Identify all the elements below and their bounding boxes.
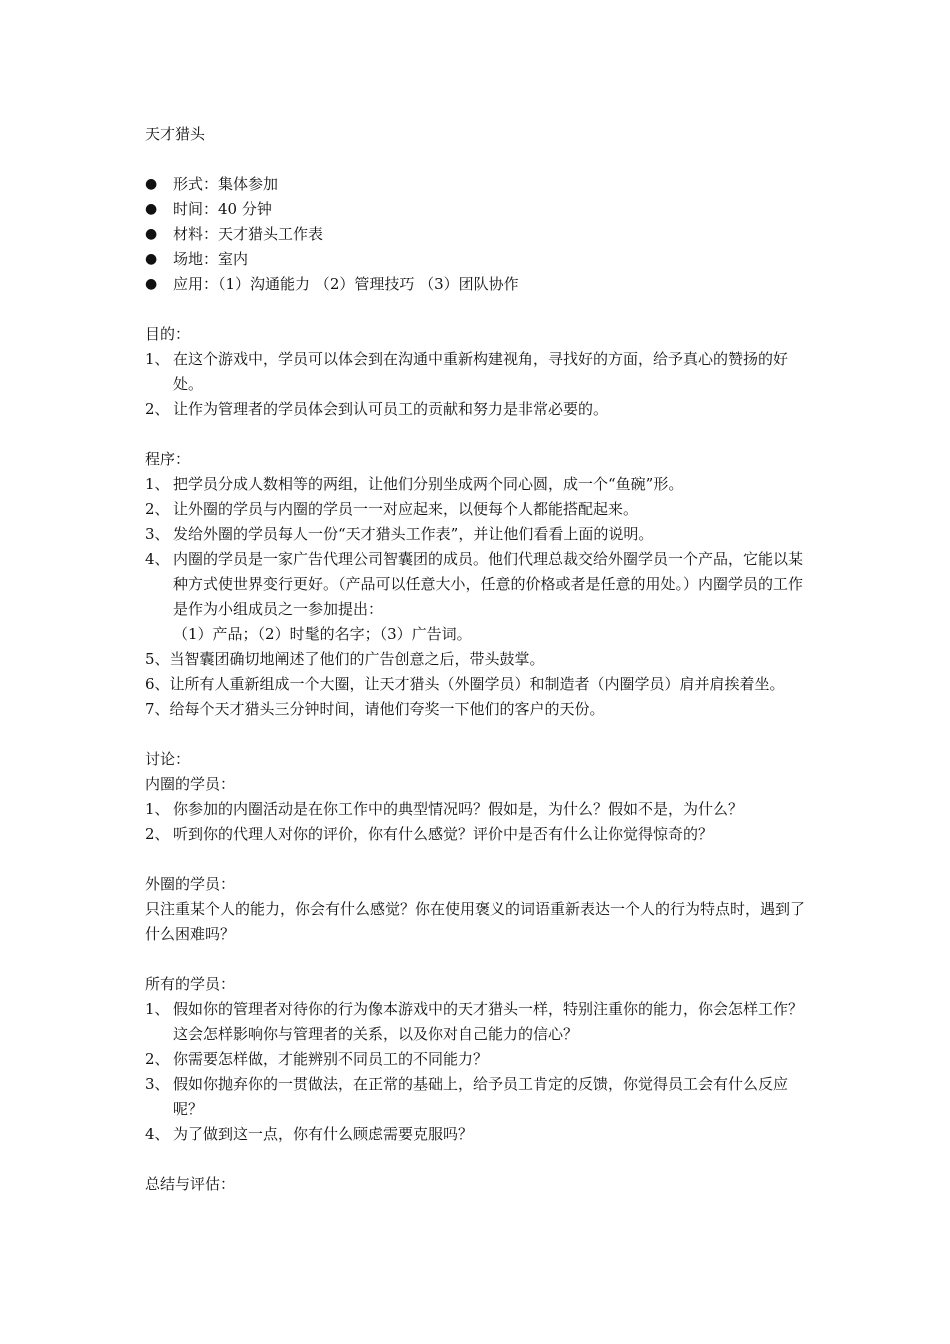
all-question bbox=[145, 997, 815, 1047]
procedure-item bbox=[145, 522, 815, 547]
purpose-item bbox=[145, 397, 815, 422]
item-text: 内圈的学员是一家广告代理公司智囊团的成员。他们代理总裁交给外圈学员一个产品，它能以某种方式使世界变行更好。（产品可以任意大小，任意的价格或者是任意的用处。）内圈学员的工作是作为小组成员之一参加提出： bbox=[173, 550, 804, 618]
item-number: 3、 bbox=[145, 525, 170, 543]
spacer bbox=[145, 1147, 815, 1172]
bullet-icon: ● bbox=[145, 276, 158, 292]
info-text: 时间：40 分钟 bbox=[173, 200, 272, 218]
info-text: 形式：集体参加 bbox=[173, 175, 279, 193]
bullet-icon: ● bbox=[145, 176, 158, 192]
item-text: 在这个游戏中，学员可以体会到在沟通中重新构建视角，寻找好的方面，给予真心的赞扬的好处。 bbox=[173, 350, 789, 393]
inner-heading: 内圈的学员： bbox=[145, 775, 236, 793]
item-number: 1、 bbox=[145, 800, 170, 818]
document-title: 天才猎头 bbox=[145, 125, 206, 143]
info-item bbox=[145, 172, 815, 197]
item-number: 1、 bbox=[145, 350, 170, 368]
spacer bbox=[145, 947, 815, 972]
all-question bbox=[145, 1072, 815, 1122]
inner-question bbox=[145, 822, 815, 847]
procedure-sub-item: （1）产品；（2）时髦的名字；（3）广告词。 bbox=[173, 625, 472, 643]
item-number: 3、 bbox=[145, 1075, 170, 1093]
item-text: 假如你抛弃你的一贯做法，在正常的基础上，给予员工肯定的反馈，你觉得员工会有什么反应呢？ bbox=[173, 1075, 789, 1118]
info-item bbox=[145, 222, 815, 247]
purpose-heading: 目的： bbox=[145, 325, 191, 343]
bullet-icon: ● bbox=[145, 201, 158, 217]
document-body bbox=[145, 122, 815, 1197]
info-item bbox=[145, 272, 815, 297]
outer-heading: 外圈的学员： bbox=[145, 875, 236, 893]
item-number: 2、 bbox=[145, 1050, 170, 1068]
item-text: 把学员分成人数相等的两组，让他们分别坐成两个同心圆，成一个“鱼碗”形。 bbox=[173, 475, 684, 493]
item-text: 你需要怎样做，才能辨别不同员工的不同能力？ bbox=[173, 1050, 489, 1068]
info-text: 材料：天才猎头工作表 bbox=[173, 225, 324, 243]
procedure-step: 7、给每个天才猎头三分钟时间，请他们夸奖一下他们的客户的天份。 bbox=[145, 700, 605, 718]
spacer bbox=[145, 297, 815, 322]
item-text: 听到你的代理人对你的评价，你有什么感觉？评价中是否有什么让你觉得惊奇的？ bbox=[173, 825, 714, 843]
info-item bbox=[145, 247, 815, 272]
all-heading: 所有的学员： bbox=[145, 975, 236, 993]
spacer bbox=[145, 722, 815, 747]
purpose-item bbox=[145, 347, 815, 397]
spacer bbox=[145, 422, 815, 447]
info-item bbox=[145, 197, 815, 222]
item-number: 1、 bbox=[145, 1000, 170, 1018]
spacer bbox=[145, 847, 815, 872]
item-number: 2、 bbox=[145, 500, 170, 518]
procedure-item bbox=[145, 472, 815, 497]
procedure-step: 6、让所有人重新组成一个大圈，让天才猎头（外圈学员）和制造者（内圈学员）肩并肩挨着坐。 bbox=[145, 675, 785, 693]
item-number: 4、 bbox=[145, 1125, 170, 1143]
summary-heading: 总结与评估： bbox=[145, 1175, 236, 1193]
info-text: 场地：室内 bbox=[173, 250, 249, 268]
discussion-heading: 讨论： bbox=[145, 750, 191, 768]
bullet-icon: ● bbox=[145, 226, 158, 242]
procedure-step: 5、当智囊团确切地阐述了他们的广告创意之后，带头鼓掌。 bbox=[145, 650, 545, 668]
procedure-heading: 程序： bbox=[145, 450, 191, 468]
item-number: 4、 bbox=[145, 550, 170, 568]
info-text: 应用：（1）沟通能力 （2）管理技巧 （3）团队协作 bbox=[173, 275, 519, 293]
item-text: 为了做到这一点，你有什么顾虑需要克服吗？ bbox=[173, 1125, 474, 1143]
item-number: 2、 bbox=[145, 825, 170, 843]
bullet-icon: ● bbox=[145, 251, 158, 267]
procedure-item bbox=[145, 497, 815, 522]
item-text: 让作为管理者的学员体会到认可员工的贡献和努力是非常必要的。 bbox=[173, 400, 609, 418]
item-text: 让外圈的学员与内圈的学员一一对应起来，以便每个人都能搭配起来。 bbox=[173, 500, 639, 518]
item-text: 你参加的内圈活动是在你工作中的典型情况吗？假如是，为什么？假如不是，为什么？ bbox=[173, 800, 744, 818]
item-number: 1、 bbox=[145, 475, 170, 493]
item-text: 假如你的管理者对待你的行为像本游戏中的天才猎头一样，特别注重你的能力，你会怎样工作？这会怎样影响你与管理者的关系，以及你对自己能力的信心？ bbox=[173, 1000, 804, 1043]
item-number: 2、 bbox=[145, 400, 170, 418]
item-text: 发给外圈的学员每人一份“天才猎头工作表”，并让他们看看上面的说明。 bbox=[173, 525, 654, 543]
all-question bbox=[145, 1122, 815, 1147]
outer-question: 只注重某个人的能力，你会有什么感觉？你在使用褒义的词语重新表达一个人的行为特点时，遇到了什么困难吗？ bbox=[145, 900, 806, 943]
inner-question bbox=[145, 797, 815, 822]
spacer bbox=[145, 147, 815, 172]
all-question bbox=[145, 1047, 815, 1072]
procedure-item bbox=[145, 547, 815, 622]
